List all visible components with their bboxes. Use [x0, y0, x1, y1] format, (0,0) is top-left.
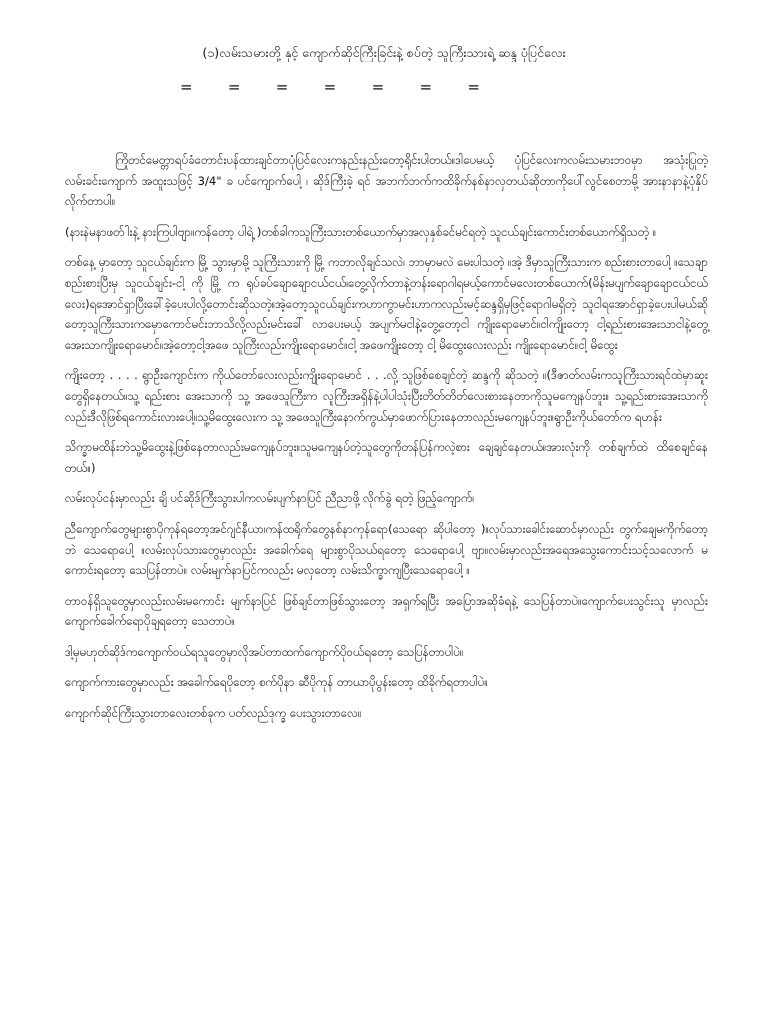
- separator-mark: =: [419, 78, 433, 96]
- paragraph: (နားနဲမနာဖတ်ါးနဲ့ နားကြပါဗျာ။ကန်တော့ ပါရဲ့ )တစ်ခါကသူကြီးသားတစ်ယောက်မှာအလှနှစ်ခင်မင်ရတဲ့ သူငယ်ချင်းကောင်းတစ်ယောက်ရှိသတဲ့ ။: [65, 224, 657, 239]
- separator-mark: =: [275, 78, 289, 96]
- separator-mark: =: [180, 78, 193, 96]
- document-body: [65, 150, 708, 724]
- paragraph: သိက္ခာမထိန်းဘဲသူ့မိထွေးနဲ့ဖြစ်နေတာလည်းမကျေနပ်ဘူး။သူမကျေနပ်တဲ့သူတွေကိုတန်ပြန်ကလဲ့စား ချေချင်နေတယ်။အားလုံးကို တစ်ချက်ထဲ ထိစေချင်နေတယ်။): [65, 440, 708, 475]
- separator-mark: =: [371, 78, 385, 96]
- paragraph-closing: ကျောက်ဆိုင်ကြီးသွားတာလေးတစ်ခုက ပတ်လည်ဒုက္ခ ပေးသွားတာလေ။: [65, 706, 362, 721]
- separator-mark: =: [467, 78, 480, 96]
- paragraph: ညီကျောက်တွေများစွာပိုကုန်ရတော့အင်ဂျင်နီယာ၊ကန်ထရိုက်တွေနစ်နာကုန်ရော(သေရော ဆိုပါတော့ )။လုပ်သားခေါင်းဆောင်မှာလည်း တွက်ချေမကိုက်တော့ ဘဲ သေရောပေါ့ ။လမ်းလုပ်သားတွေမှာလည်း အခေါက်ရေ များစွာပိုသယ်ရတော့ သေရောပေါ့ ဗျာ။လမ်းမှာလည်းအရေအသွေးကောင်းသင့်သလောက် မကောင်းရတော့ သေပြန်တာပဲ။ လမ်းမျက်နာပြင်ကလည်း မလှတော့ လမ်းသိက္ခာကျပြီးသေရောပေါ့ ။: [65, 521, 708, 578]
- paragraph: တစ်နေ့ မှာတော့ သူငယ်ချင်းက မြို့ သွားမှာမို့ သူကြီးသားကို မြို့ ကဘာလိုချင်သလဲ၊ ဘာမှာမလဲ မေးပါသတဲ့ ။အဲ့ ဒီမှာသူကြီးသားက စည်းစားတာပေါ့ ။သေချာ စည်းစားပြီးမှ သူငယ်ချင်း-ငါ့ ကို မြို့ က ရုပ်ခပ်ချောချောငယ်ငယ်၊တွေ့လိုက်တာနဲ့တန်းရောဂါရမယ့်ကောင်မလေးတစ်ယောက်(မိန်းမပျက်ချောချောငယ်ငယ်လေး)ရအောင်ရှာပြီးခေါ်ခဲ့ပေးပါလို့တောင်းဆိုသတဲ့။အဲ့တော့သူငယ်ချင်းကဟာကွာမင်းဟာကလည်းမင့်ဆန္ဒရှိမှဖြင့်ရောဂါမရှိတဲ့ သူငါရအောင်ရှာခဲ့ပေးပါမယ်ဆိုတော့သူကြီးသားကမှောကောင်မင်းဘာသိလို့လည်းမင်းခေါ် လာပေးမယ့် အပျက်မငါနဲ့တွေ့တော့ငါ ကျိုးရောမောင်။ငါကျိုးတော့ ငါ့ရည်းစားအေးသာငါနဲ့တွေ့အေးသာကျိုးရောမောင်။အဲ့တော့ငါ့အဖေ သူကြီးလည်းကျိုးရောမောင်။ငါ့ အဖေကျိုးတော့ ငါ့ မိထွေးလေးလည်း ကျိုးရောမောင်။ငါ့ မိထွေး: [65, 255, 708, 352]
- document-title: (၁)လမ်းသမားတို့ နှင့် ကျောက်ဆိုင်ကြီးခြင်းနဲ့ စပ်တဲ့ သူကြီးသားရဲ့ ဆန္ဒ ပုံပြင်လေး: [202, 45, 566, 60]
- separator-mark: =: [227, 78, 241, 96]
- separator-mark: =: [323, 78, 337, 96]
- paragraph: ဒါ့မှမဟုတ်ဆိုဒ်ကကျောက်ဝယ်ရသူတွေမှာလိုအပ်တာထက်ကျောက်ပိုဝယ်ရတော့ သေပြန်တာပါပဲ။: [65, 644, 464, 659]
- paragraph-intro: ကြိုတင်မေတ္တာရပ်ခံတောင်းပန်ထားချင်တာပုံပြင်လေးကနည်းနည်းတော့ရိုင်းပါတယ်။ဒါပေမယ့် ပုံပြင်လေးကလမ်းသမားဘဝမှာ အသုံးပြုတဲ့ လမ်းခင်းကျောက် အထူးသဖြင့် 3/4" ခ ပင်ကျောက်ပေါ့ ၊ ဆိုဒ်ကြီးခဲ့ ရင် အဘက်ဘက်ကထိခိုက်နစ်နာလှတယ်ဆိုတာကိုပေါ်လွင်စေတာမို့ အားနာနာနဲ့ပုံနှိပ်လိုက်တာပါ။: [65, 153, 708, 209]
- title-separator: [180, 78, 480, 96]
- paragraph: တာဝန်ရှိသူတွေမှာလည်းလမ်းမကောင်း မျက်နာပြင် ဖြစ်ချင်တာဖြစ်သွားတော့ အရှက်ရပြီး အပြောအဆိုခံရနဲ့ သေပြန်တာပဲ။ကျောက်ပေးသွင်းသူ မှာလည်းကျောက်ခေါက်ရောပိုချရတော့ သေတာပဲ။: [65, 593, 708, 629]
- paragraph: ကျိုးတော့ . . . . ရွာဦးကျောင်းက ကိုယ်တော်လေးလည်းကျိုးရောမောင် . . .လို့ သူဖြစ်စေချင်တဲ့ ဆန္ဒကို ဆိုသတဲ့ ။(ဒီဇာတ်လမ်းကသူကြီးသားရင်ထဲမှာဆူးတွေရှိနေတယ်။သူ့ ရည်းစား အေးသာကို သူ့ အဖေသူကြီးက လူကြီးအရှိန်နဲ့ပါပါသုံးပြီးတိတ်တိတ်လေးစားနေတာကိုသူမကျေနပ်ဘူး။ သူ့ရည်းစားအေးသာကိုလည်းဒီလိုဖြစ်ရကောင်းလားပေါ့။သူ့မိထွေးလေးက သူ့ အဖေသူကြီးနောက်ကွယ်မှာဖောက်ပြားနေတာလည်းမကျေနပ်ဘူး။ရွာဦးကိုယ်တော်က ရဟန်း: [65, 368, 708, 424]
- paragraph: ကျောက်ကားတွေမှာလည်း အခေါက်ရေပိုတော့ စက်ပိုနာ ဆီပိုကုန် တာယာပိုပွန်းတော့ ထိခိုက်ရတာပါပဲ။: [65, 675, 488, 690]
- paragraph: လမ်းလုပ်ငန်းမှာလည်း ချိ ပင်ဆိုဒ်ကြီးသွားပါကလမ်းပျက်နာပြင် ညီညာဖို့ လိုက်ခွဲ ရတဲ့ ဖြည့်ကျောက်၊: [65, 491, 475, 506]
